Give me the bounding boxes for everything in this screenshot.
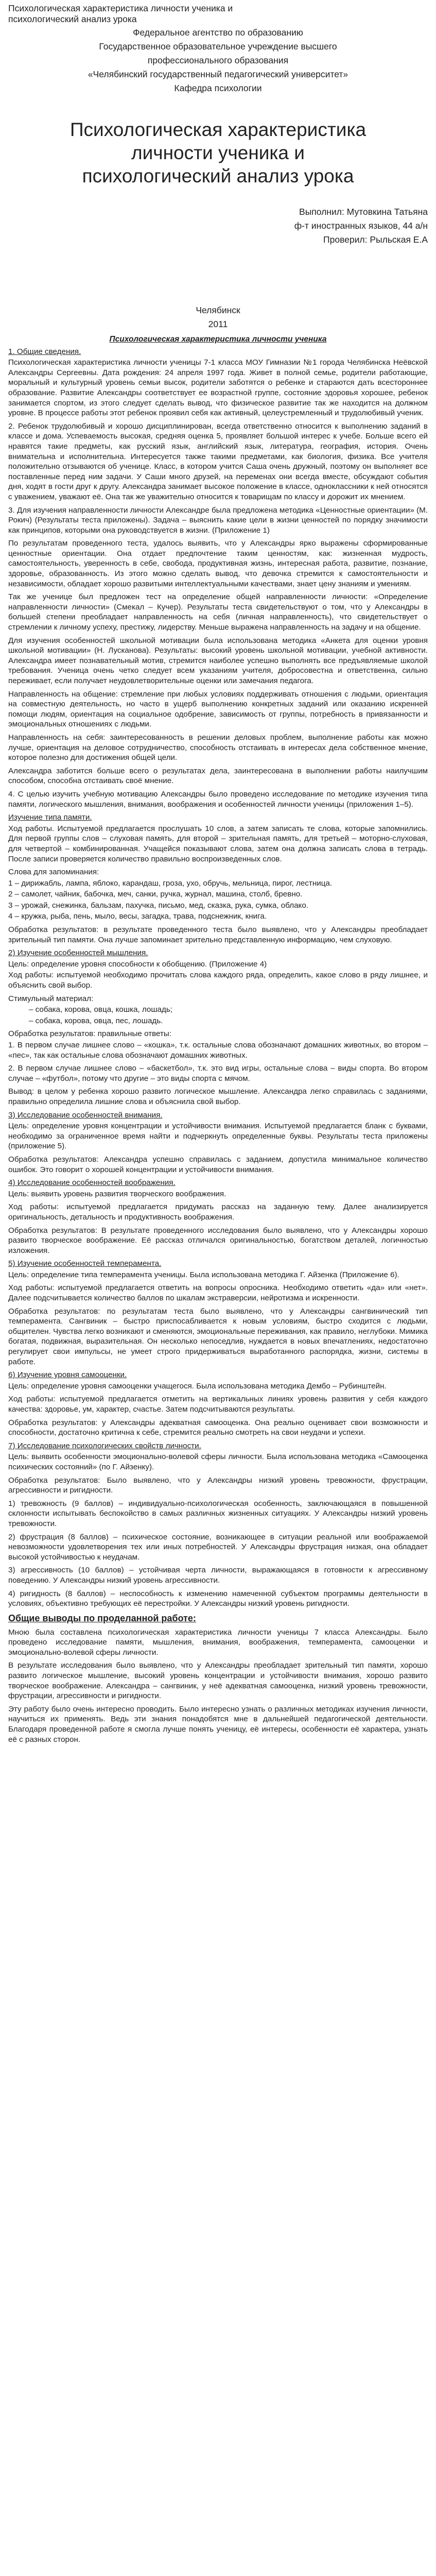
- paragraph: 3. Для изучения направленности личности Александре была предложена методика «Ценностные ориентации» (М. Рокич) (Результаты теста приложены). Задача – выяснить какие цели в жизни ценностей по порядку значимости как принципов, которыми она руководствуется в жизни. (Приложение 1): [8, 505, 428, 535]
- list-item: 3) агрессивность (10 баллов) – устойчивая черта личности, выражающаяся в готовности к агрессивному поведению. У Александры низкий уровень агрессивности.: [8, 1566, 428, 1585]
- general-info-heading: 1. Общие сведения.: [8, 347, 81, 356]
- paragraph: Обработка результатов: правильные ответы:: [8, 1029, 172, 1039]
- word-list-item: 2 – самолет, чайник, бабочка, меч, санки, ручка, журнал, машина, столб, бревно.: [8, 890, 303, 899]
- list-item: 1) тревожность (9 баллов) – индивидуально-психологическая особенность, заключающаяся в повышенной склонности испытывать беспокойство в самых различных жизненных ситуациях. У Александры низкий уровень тревожности.: [8, 1499, 428, 1528]
- paragraph: Цель: определение уровня способности к обобщению. (Приложение 4): [8, 959, 267, 969]
- subsection-title: 6) Изучение уровня самооценки.: [8, 1370, 127, 1380]
- paragraph: Слова для запоминания:: [8, 868, 99, 877]
- paragraph: Ход работы: испытуемой предлагается придумать рассказ на заданную тему. Далее анализируется оригинальность, детальность и продуктивность воображения.: [8, 1202, 428, 1222]
- checker-line: Проверил: Рыльская Е.А: [323, 234, 428, 245]
- document-title: [8, 3, 428, 25]
- paragraph: По результатам проведенного теста, удалось выявить, что у Александры ярко выражены сформированные ценностные ориентации. Она отдает предпочтение таким ценностям, как: жизненная мудрость, самостоятельность, уверенность в себе, свобода, продуктивная жизнь, интересная работа, развитие, познание, здоровье, образованность. Из этого можно сделать вывод, что девочка стремится к самостоятельности и независимости, обладает хорошо развитыми интеллектуальными качествами, знает цену знаниям и умениям.: [8, 539, 428, 588]
- agency-name: Федеральное агентство по образованию: [133, 27, 303, 38]
- paragraph: 2. Ребенок трудолюбивый и хорошо дисциплинирован, всегда ответственно относится к выполнению заданий в классе и дома. Успеваемость высокая, средняя оценка 5, проявляет большой интерес к учебе. Больше всего ей нравятся такие предметы, как русский язык, английский язык, литература, география, история. Очень внимательна и исполнительна. Интересуется также такими предметами, как биология, физика. Все учителя положительно отзываются об ученице. Класс, в котором учится Саша очень дружный, поэтому он выполняет все поставленные перед ним задачи. У Саши много друзей, на переменах они всегда вместе, обсуждают события дня, ходят в гости друг к другу. Александра занимает высокое положение в классе, одноклассники к ней относятся с уважением, уважают её. Она так же уважительно относится к товарищам по классу и дорожит их мнением.: [8, 421, 428, 501]
- paragraph: Обработка результатов: по результатам теста было выявлено, что у Александры сангвинический тип темперамента. Сангвиник – быстро приспосабливается к новым условиям, быстро сходится с людьми, общителен. Чувства легко возникают и сменяются, эмоциональные переживания, как правило, неглубоки. Мимика богатая, подвижная, выразительная. Он несколько непоседлив, нуждается в новых впечатлениях, недостаточно регулирует свои импульсы, не умеет строго придерживаться выработанного распорядка, жизни, системы в работе.: [8, 1307, 428, 1366]
- paragraph: Обработка результатов: В результате проведенного исследования было выявлено, что у Александры хорошо развито творческое воображение. Её рассказ отличался оригинальностью, богатством деталей, логичностью изложения.: [8, 1226, 428, 1255]
- paragraph: Направленность на общение: стремление при любых условиях поддерживать отношения с людьми, ориентация на совместную деятельность, но часто в ущерб выполнению конкретных заданий или оказанию искренней помощи людям, ориентация на социальное одобрение, зависимость от группы, потребность в привязанности и эмоциональных отношениях с людьми.: [8, 689, 428, 729]
- cover-main-title: Психологическая характеристика личности ученика и психологический анализ урока: [69, 119, 367, 187]
- paragraph: Цель: определение типа темперамента ученицы. Была использована методика Г. Айзенка (Приложение 6).: [8, 1270, 399, 1279]
- list-item: 2) фрустрация (8 баллов) – психическое состояние, возникающее в ситуации реальной или воображаемой невозможности удовлетворения тех или иных потребностей. У Александры фрустрация низкая, она обладает высокой устойчивостью к неудачам.: [8, 1532, 428, 1562]
- word-list-item: 3 – урожай, снежинка, бальзам, пахучка, письмо, мед, сказка, рука, сумка, облако.: [8, 901, 309, 910]
- department-name: Кафедра психологии: [174, 83, 262, 93]
- list-item: 4) ригидность (8 баллов) – неспособность к изменению намеченной субъектом программы деятельности в условиях, объективно требующих её перестройки. У Александры низкий уровень ригидности.: [8, 1589, 428, 1608]
- section-heading-characteristic: Психологическая характеристика личности ученика: [109, 335, 327, 344]
- stimulus-item: – собака, корова, овца, кошка, лошадь;: [29, 1005, 172, 1014]
- paragraph: Ход работы: испытуемой необходимо прочитать слова каждого ряда, определить, какое слово в ряду лишнее, и объяснить свой выбор.: [8, 971, 428, 990]
- paragraph: Направленность на себя: заинтересованность в решении деловых проблем, выполнение работы как можно лучше, ориентация на деловое сотрудничество, способность отстаивать в интересах дела собственное мнение, которое полезно для достижения общей цели.: [8, 733, 428, 762]
- paragraph: Обработка результатов: в результате проведенного теста было выявлено, что у Александры преобладает зрительный тип памяти. Она лучше запоминает зрительно представленную информацию, чем слуховую.: [8, 925, 428, 944]
- section1-body: [8, 358, 428, 786]
- city: Челябинск: [196, 305, 240, 315]
- subsection-title: 2) Изучение особенностей мышления.: [8, 948, 148, 958]
- faculty-line: ф-т иностранных языков, 44 а/н: [294, 221, 428, 231]
- subsection-title: 3) Исследование особенностей внимания.: [8, 1110, 163, 1120]
- year: 2011: [208, 319, 228, 329]
- paragraph: 4. С целью изучить учебную мотивацию Александры было проведено исследование по методике изучения типа памяти, логического мышления, внимания, воображения и особенностей личности ученицы (приложения 1–5).: [8, 789, 428, 809]
- university-name: «Челябинский государственный педагогический университет»: [88, 69, 348, 79]
- word-list-item: 1 – дирижабль, лампа, яблоко, карандаш, гроза, ухо, обручь, мельница, пирог, лестница.: [8, 878, 333, 888]
- paragraph: В результате исследования было выявлено, что у Александры преобладает зрительный тип памяти, хорошо развито логическое мышление, высокий уровень концентрации и устойчивости внимания, хорошо развито творческое воображение. Александра – сангвиник, у неё адекватная самооценка, низкий уровень тревожности, фрустрации, агрессивности и ригидности.: [8, 1661, 428, 1701]
- paragraph: Психологическая характеристика личности ученицы 7-1 класса МОУ Гимназии №1 города Челябинска Неёвской Александры Сергеевны. Дата рождения: 24 апреля 1997 года. Живет в полной семье, родители работающие, моральный и культурный уровень семьи высок, родители заботятся о ребенке и стараются дать всестороннее образование. Развитие Александры соответствует ее возрастной группе, состояние здоровья хорошее, ребенок занимается спортом, из этого следует сделать вывод, что физическое развитие так же находится на должном уровне. В процессе работы этот ребенок проявил себя как активный, целеустремленный и трудолюбивый ученик.: [8, 358, 428, 418]
- section3-body: [8, 1189, 428, 1609]
- paragraph: Ход работы. Испытуемой предлагается прослушать 10 слов, а затем записать те слова, которые запомнились. Для первой группы слов – слуховая память, для второй – зрительная память, для третьей – моторно-слуховая, для четвертой – комбинированная. Учащейся показывают слова, затем она должна записать слова в тетрадь. После записи проверяется количество правильно воспроизведенных слов.: [8, 824, 428, 863]
- subsection-title: 7) Исследование психологических свойств личности.: [8, 1441, 201, 1450]
- subsection-title: 5) Изучение особенностей темперамента.: [8, 1259, 162, 1268]
- summary-heading: Общие выводы по проделанной работе:: [8, 1613, 196, 1623]
- paragraph: Для изучения особенностей школьной мотивации была использована методика «Анкета для оценки уровня школьной мотивации» (Н. Лусканова). Результаты: высокий уровень школьной мотивации, учебной активности. Александра имеет познавательный мотив, стремится наиболее успешно выполнять все предъявляемые школой требования. Ученица очень четко следует всем указаниям учителя, добросовестна и ответственна, сильно переживает, если получает неудовлетворительные оценки или замечания педагога.: [8, 636, 428, 685]
- cover-city-year: [8, 303, 428, 331]
- paragraph: Мною была составлена психологическая характеристика личности ученицы 7 класса Александры. Было проведено исследование памяти, мышления, внимания, воображения, темперамента, самооценки и эмоционально-волевой сферы личности.: [8, 1628, 428, 1657]
- summary-body: [8, 1628, 428, 1745]
- paragraph: Обработка результатов: у Александры адекватная самооценка. Она реально оценивает свои возможности и способности, достаточно критична к себе, стремится реально смотреть на свои неудачи и успехи.: [8, 1418, 428, 1437]
- paragraph: Стимульный материал:: [8, 994, 94, 1003]
- cover-author-block: [8, 205, 428, 247]
- paragraph: Эту работу было очень интересно проводить. Было интересно узнать о различных методиках изучения личности, научиться их применять. Ведь эти знания понадобятся мне в дальнейшей педагогической деятельности. Благодаря проведенной работе я смогла лучше понять ученицу, её интересы, особенности её характера, узнать её с разных сторон.: [8, 1704, 428, 1744]
- paragraph: Ход работы: испытуемой предлагается ответить на вопросы опросника. Необходимо ответить «да» или «нет». Далее подсчитывается количество баллов по шкалам экстраверсии, нейротизма и искренности.: [8, 1283, 428, 1303]
- paragraph: Обработка результатов: Александра успешно справилась с заданием, допустила минимальное количество ошибок. Это говорит о хорошей концентрации и устойчивости внимания.: [8, 1155, 428, 1174]
- paragraph: Цель: определение уровня самооценки учащегося. Была использована методика Дембо – Рубинштейн.: [8, 1381, 387, 1391]
- section2-body: [8, 789, 428, 1188]
- subsection-title: 4) Исследование особенностей воображения.: [8, 1178, 176, 1188]
- subsection-title: Изучение типа памяти.: [8, 813, 92, 822]
- paragraph: Ход работы: испытуемой предлагается отметить на вертикальных линиях уровень развития у себя каждого качества: здоровье, ум, характер, счастье. Затем подсчитываются результаты.: [8, 1395, 428, 1414]
- author-line: Выполнил: Мутовкина Татьяна: [299, 207, 428, 217]
- paragraph: Цель: выявить уровень развития творческого воображения.: [8, 1189, 226, 1198]
- title-line-1: Психологическая характеристика личности ученика и: [8, 3, 233, 13]
- paragraph: Обработка результатов: Было выявлено, что у Александры низкий уровень тревожности, фрустрации, агрессивности и ригидности.: [8, 1476, 428, 1495]
- word-list-item: 4 – кружка, рыба, пень, мыло, весы, загадка, трава, подснежник, книга.: [8, 912, 267, 921]
- stimulus-item: – собака, корова, овца, пес, лошадь.: [29, 1016, 163, 1025]
- paragraph: 2. В первом случае лишнее слово – «баскетбол», т.к. это вид игры, остальные слова – виды спорта. Во втором случае – «футбол», потому что другие – это виды спорта с мячом.: [8, 1064, 428, 1083]
- paragraph: Цель: выявить особенности эмоционально-волевой сферы личности. Была использована методика «Самооценка психических состояний» (по Г. Айзенку).: [8, 1452, 428, 1471]
- paragraph: Вывод: в целом у ребенка хорошо развито логическое мышление. Александра легко справилась с заданиями, правильно определила лишние слова и объяснила свой выбор.: [8, 1087, 428, 1106]
- cover-header: [8, 26, 428, 95]
- paragraph: Так же ученице был предложен тест на определение общей направленности личности: «Определение направленности личности» (Смекал – Кучер). Результаты теста свидетельствуют о том, что у Александры в большей степени преобладает направленность на себя (личная направленность), что свидетельствует о стремлении к личному успеху, престижу, лидерству. Меньше выражена направленность на задачу и на общение.: [8, 592, 428, 632]
- institution-line-1: Государственное образовательное учреждение высшего: [99, 41, 337, 52]
- paragraph: 1. В первом случае лишнее слово – «кошка», т.к. остальные слова обозначают домашних животных, во втором – «пес», так как остальные слова обозначают домашних животных.: [8, 1041, 428, 1060]
- title-line-2: психологический анализ урока: [8, 14, 137, 24]
- institution-line-2: профессионального образования: [147, 55, 289, 65]
- paragraph: Александра заботится больше всего о результатах дела, заинтересована в выполнении работы наилучшим способом, способна отстаивать своё мнение.: [8, 766, 428, 786]
- paragraph: Цель: определение уровня концентрации и устойчивости внимания. Испытуемой предлагается бланк с буквами, необходимо за ограниченное время найти и подчеркнуть определенные буквы. Результаты теста приложены (приложение 5).: [8, 1122, 428, 1151]
